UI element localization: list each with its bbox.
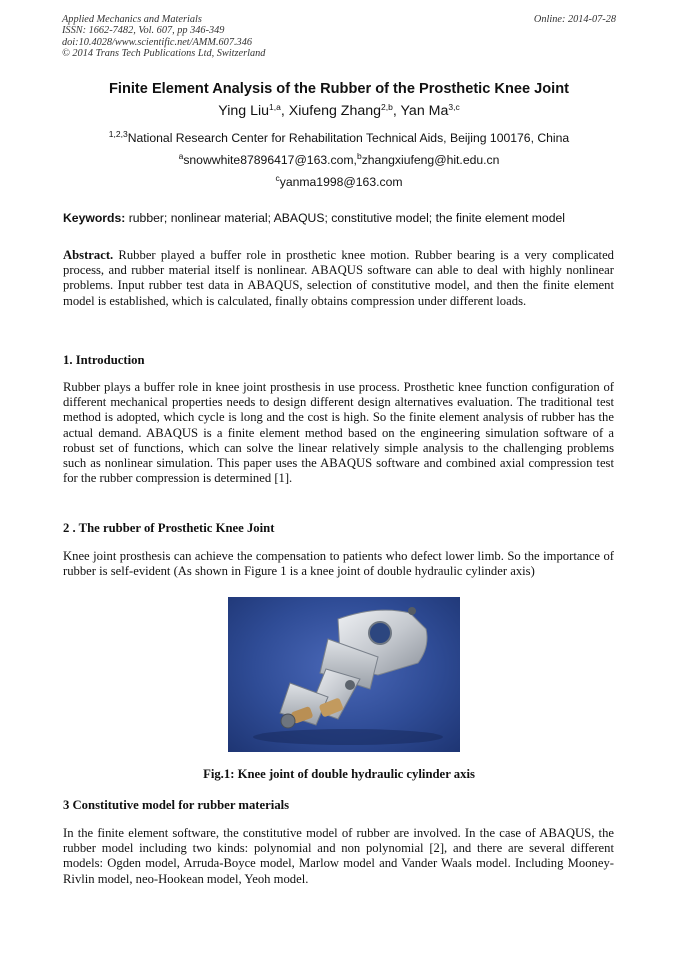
author-name: Yan Ma bbox=[400, 103, 449, 119]
copyright-line: © 2014 Trans Tech Publications Ltd, Switzerland bbox=[62, 48, 266, 60]
abstract-label: Abstract. bbox=[63, 248, 114, 262]
section-heading-rubber: 2 . The rubber of Prosthetic Knee Joint bbox=[63, 521, 275, 535]
affiliation: $^{1,2,3}$National Research Center for Rehabilitation Technical Aids, Beijing 100176, China bbox=[108, 129, 570, 145]
author-list: Ying Liu$^{1,a}$, Xiufeng Zhang$^{2,b}$, Yan Ma$^{3,c}$ bbox=[218, 102, 460, 119]
journal-header bbox=[62, 14, 265, 60]
email-c[interactable]: yanma1998@163.com bbox=[279, 175, 403, 189]
section-heading-constitutive: 3 Constitutive model for rubber materials bbox=[63, 798, 290, 812]
section-body-introduction: Rubber plays a buffer role in knee joint prosthesis in use process. Prosthetic knee function configuration of different mechanical properties needs to design different design alternatives evaluation. The traditional test method is adopted, which cycle is long and the cost is high. So the finite element analysis of rubber has the actual demand. ABAQUS is a finite element method based on the engineering simulation software of a robust set of functions, which can solve the linear relatively simple analysis to the challenging problems such as nonlinear simulation. This paper uses the ABAQUS software and combined axial compression test for the rubber compression is determined [1]. bbox=[63, 380, 614, 486]
email-a[interactable]: snowwhite87896417@163.com, bbox=[183, 153, 357, 167]
author-sup: 2,b bbox=[381, 102, 393, 112]
keywords-label: Keywords: bbox=[63, 211, 126, 225]
keywords bbox=[63, 211, 565, 225]
author-sup: 3,c bbox=[448, 102, 460, 112]
issn-line: ISSN: 1662-7482, Vol. 607, pp 346-349 bbox=[62, 25, 225, 37]
section-heading-introduction: 1. Introduction bbox=[63, 353, 145, 367]
abstract-text: Rubber played a buffer role in prosthetic knee motion. Rubber bearing is a very complicated process, and rubber material itself is nonlinear. ABAQUS software can able to deal with highly nonlinear problems. Input rubber test data in ABAQUS, selection of constitutive model, and then the finite element model is established, which is calculated, finally obtains compression under different loads. bbox=[63, 248, 615, 308]
keywords-text: rubber; nonlinear material; ABAQUS; constitutive model; the finite element model bbox=[128, 211, 565, 225]
email-line-ab: $^a$snowwhite87896417@163.com,$^b$zhangxiufeng@hit.edu.cn bbox=[178, 151, 500, 167]
paper-title: Finite Element Analysis of the Rubber of the Prosthetic Knee Joint bbox=[108, 81, 570, 97]
abstract bbox=[63, 248, 614, 309]
online-date: Online: 2014-07-28 bbox=[533, 14, 616, 25]
author-name: Ying Liu bbox=[218, 103, 270, 119]
email-line-c: $^c$yanma1998@163.com bbox=[275, 173, 403, 189]
doi-line[interactable]: doi:10.4028/www.scientific.net/AMM.607.346 bbox=[62, 36, 252, 48]
section-body-rubber: Knee joint prosthesis can achieve the compensation to patients who defect lower limb. So the importance of rubber is self-evident (As shown in Figure 1 is a knee joint of double hydraulic cylinder axis) bbox=[63, 549, 614, 579]
knee-joint-illustration bbox=[228, 597, 460, 752]
email-b[interactable]: zhangxiufeng@hit.edu.cn bbox=[361, 153, 500, 167]
section-body-constitutive: In the finite element software, the constitutive model of rubber are involved. In the case of ABAQUS, the rubber model including two kinds: polynomial and non polynomial [2], and there are several different models: Ogden model, Arruda-Boyce model, Marlow model and Vander Waals model. Including Mooney-Rivlin model, neo-Hookean model, Yeoh model. bbox=[63, 826, 614, 886]
journal-name: Applied Mechanics and Materials bbox=[62, 14, 202, 25]
author-sup: 1,a bbox=[269, 102, 281, 112]
figure-caption: Fig.1: Knee joint of double hydraulic cylinder axis bbox=[203, 767, 475, 781]
author-name: Xiufeng Zhang bbox=[288, 103, 382, 119]
figure-knee-joint-photo bbox=[228, 597, 460, 752]
